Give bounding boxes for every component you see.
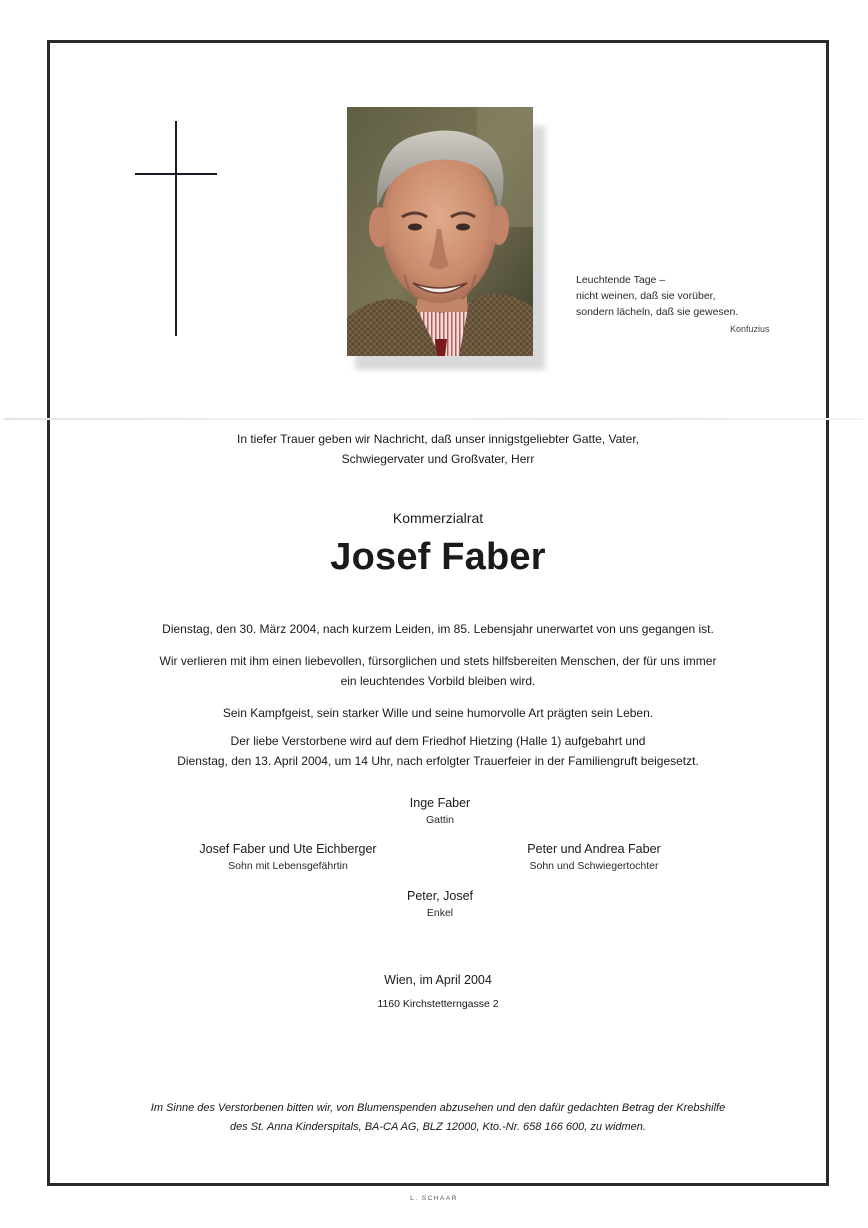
quote-author: Konfuzius (730, 324, 770, 334)
body-paragraph: Sein Kampfgeist, sein starker Wille und seine humorvolle Art prägten sein Leben. (222, 706, 654, 720)
family-member (484, 842, 704, 872)
family-member-relation: Gattin (425, 814, 454, 826)
family-member-relation: Sohn und Schwiegertochter (529, 860, 659, 872)
family-member (340, 889, 540, 919)
quote-line: nicht weinen, daß sie vorüber, (576, 290, 716, 302)
family-member-name: Josef Faber und Ute Eichberger (199, 842, 377, 856)
body-paragraph: Dienstag, den 30. März 2004, nach kurzem Leiden, im 85. Lebensjahr unerwartet von uns gegangen ist. (162, 622, 714, 636)
printer-mark: L. SCHAAR (410, 1195, 458, 1202)
donation-note-line: Im Sinne des Verstorbenen bitten wir, von Blumenspenden abzusehen und den dafür gedachten Betrag der Krebshilfe (150, 1102, 726, 1114)
quote-block (576, 272, 770, 334)
place-date: Wien, im April 2004 (384, 973, 492, 987)
quote-line: Leuchtende Tage – (576, 274, 666, 286)
donation-note-line: des St. Anna Kinderspitals, BA-CA AG, BLZ 12000, Kto.-Nr. 658 166 600, zu widmen. (230, 1121, 646, 1133)
family-member-name: Peter, Josef (406, 889, 473, 903)
family-member-name: Peter und Andrea Faber (527, 842, 661, 856)
family-member-relation: Enkel (426, 907, 454, 919)
body-line: Wir verlieren mit ihm einen liebevollen, fürsorglichen und stets hilfsbereiten Menschen, der für uns immer (159, 654, 717, 668)
intro-line: Schwiegervater und Großvater, Herr (341, 452, 535, 466)
announcement-body (47, 619, 829, 783)
intro-line: In tiefer Trauer geben wir Nachricht, daß unser innigstgeliebter Gatte, Vater, (237, 432, 639, 446)
body-line: Der liebe Verstorbene wird auf dem Friedhof Hietzing (Halle 1) aufgebahrt und (230, 734, 646, 748)
body-paragraph (47, 651, 829, 691)
family-member (168, 842, 408, 872)
fold-line (4, 418, 864, 420)
cross-icon-horizontal-bar (135, 173, 217, 175)
address: 1160 Kirchstetterngasse 2 (377, 998, 499, 1010)
portrait-photo (347, 107, 533, 356)
body-paragraph (47, 731, 829, 771)
quote-line: sondern lächeln, daß sie gewesen. (576, 306, 739, 318)
deceased-name: Josef Faber (330, 536, 546, 578)
body-line: ein leuchtendes Vorbild bleiben wird. (340, 674, 536, 688)
cross-icon-vertical-bar (175, 121, 177, 336)
family-member-name: Inge Faber (409, 796, 471, 810)
portrait-image (347, 107, 533, 356)
family-member (340, 796, 540, 826)
body-line: Dienstag, den 13. April 2004, um 14 Uhr, nach erfolgter Trauerfeier in der Familiengruft beigesetzt. (177, 754, 699, 768)
intro-text (47, 429, 829, 469)
family-member-relation: Sohn mit Lebensgefährtin (228, 860, 348, 872)
honorific-title: Kommerzialrat (392, 510, 484, 526)
donation-note (47, 1099, 829, 1137)
